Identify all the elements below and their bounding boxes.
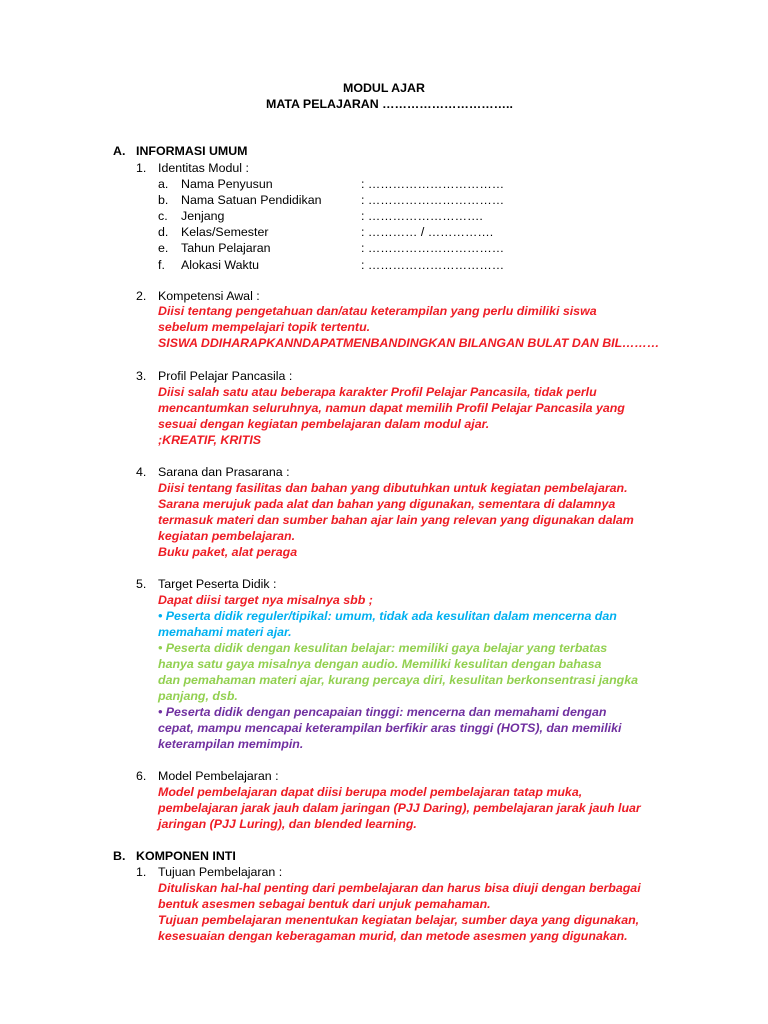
tujuan-line: Dituliskan hal-hal penting dari pembelajaran dan harus bisa diuji dengan berbagai	[158, 881, 641, 895]
row-value: : ……………………………	[361, 177, 505, 191]
model-line: Model pembelajaran dapat diisi berupa model pembelajaran tatap muka,	[158, 785, 583, 799]
item-number: 1.	[136, 161, 147, 175]
tujuan-line: bentuk asesmen sebagai bentuk dari unjuk pemahaman.	[158, 897, 491, 911]
row-value: : ……………………….	[361, 209, 483, 223]
kompetensi-label: Kompetensi Awal :	[158, 289, 260, 303]
tujuan-line: Tujuan pembelajaran menentukan kegiatan belajar, sumber daya yang digunakan,	[158, 913, 640, 927]
item-number: 1.	[136, 865, 147, 879]
target-tinggi-line: • Peserta didik dengan pencapaian tinggi: mencerna dan memahami dengan	[158, 705, 607, 719]
section-a-marker: A.	[113, 144, 126, 158]
section-b-heading: KOMPONEN INTI	[136, 849, 236, 863]
row-value: : ……………………………	[361, 193, 505, 207]
target-reguler-line: • Peserta didik reguler/tipikal: umum, tidak ada kesulitan dalam mencerna dan	[158, 609, 617, 623]
row-label: Jenjang	[181, 209, 225, 223]
row-letter: a.	[158, 177, 169, 191]
model-label: Model Pembelajaran :	[158, 769, 279, 783]
target-kesulitan-line: dan pemahaman materi ajar, kurang percaya diri, kesulitan berkonsentrasi jangka	[158, 673, 638, 687]
item-number: 6.	[136, 769, 147, 783]
profil-label: Profil Pelajar Pancasila :	[158, 369, 293, 383]
row-value: : ……………………………	[361, 258, 505, 272]
target-reguler-line: memahami materi ajar.	[158, 625, 292, 639]
profil-line: mencantumkan seluruhnya, namun dapat memilih Profil Pelajar Pancasila yang	[158, 401, 625, 415]
target-label: Target Peserta Didik :	[158, 577, 277, 591]
target-tinggi-line: keterampilan memimpin.	[158, 737, 304, 751]
target-intro: Dapat diisi target nya misalnya sbb ;	[158, 593, 373, 607]
sarana-line: Buku paket, alat peraga	[158, 545, 298, 559]
tujuan-label: Tujuan Pembelajaran :	[158, 865, 283, 879]
document-title: MODUL AJAR	[343, 81, 425, 95]
item-number: 2.	[136, 289, 147, 303]
row-letter: e.	[158, 241, 169, 255]
row-value: : ……………………………	[361, 241, 505, 255]
profil-line: ;KREATIF, KRITIS	[158, 433, 262, 447]
item-number: 4.	[136, 465, 147, 479]
target-tinggi-line: cepat, mampu mencapai keterampilan berfikir aras tinggi (HOTS), dan memiliki	[158, 721, 622, 735]
row-label: Nama Satuan Pendidikan	[181, 193, 322, 207]
row-letter: b.	[158, 193, 169, 207]
section-b-marker: B.	[113, 849, 126, 863]
sarana-line: termasuk materi dan sumber bahan ajar lain yang relevan yang digunakan dalam	[158, 513, 634, 527]
model-line: jaringan (PJJ Luring), dan blended learning.	[158, 817, 417, 831]
sarana-line: Sarana merujuk pada alat dan bahan yang digunakan, sementara di dalamnya	[158, 497, 616, 511]
subject-line: MATA PELAJARAN …………………………..	[266, 97, 513, 111]
target-kesulitan-line: • Peserta didik dengan kesulitan belajar: memiliki gaya belajar yang terbatas	[158, 641, 608, 655]
row-label: Alokasi Waktu	[181, 258, 260, 272]
target-kesulitan-line: panjang, dsb.	[158, 689, 238, 703]
target-kesulitan-line: hanya satu gaya misalnya dengan audio. Memiliki kesulitan dengan bahasa	[158, 657, 602, 671]
row-label: Nama Penyusun	[181, 177, 273, 191]
sarana-line: kegiatan pembelajaran.	[158, 529, 296, 543]
kompetensi-line: sebelum mempelajari topik tertentu.	[158, 320, 371, 334]
item-number: 3.	[136, 369, 147, 383]
kompetensi-line: Diisi tentang pengetahuan dan/atau keterampilan yang perlu dimiliki siswa	[158, 304, 597, 318]
section-a-heading: INFORMASI UMUM	[136, 144, 248, 158]
kompetensi-line: SISWA DDIHARAPKANNDAPATMENBANDINGKAN BILANGAN BULAT DAN BIL………	[158, 336, 660, 350]
profil-line: Diisi salah satu atau beberapa karakter Profil Pelajar Pancasila, tidak perlu	[158, 385, 597, 399]
sarana-line: Diisi tentang fasilitas dan bahan yang dibutuhkan untuk kegiatan pembelajaran.	[158, 481, 628, 495]
tujuan-line: kesesuaian dengan keberagaman murid, dan metode asesmen yang digunakan.	[158, 929, 628, 943]
row-letter: f.	[158, 258, 165, 272]
item-number: 5.	[136, 577, 147, 591]
model-line: pembelajaran jarak jauh dalam jaringan (PJJ Daring), pembelajaran jarak jauh luar	[158, 801, 641, 815]
row-value: : ………… / …………….	[361, 225, 494, 239]
row-label: Tahun Pelajaran	[181, 241, 271, 255]
row-label: Kelas/Semester	[181, 225, 269, 239]
row-letter: c.	[158, 209, 168, 223]
identitas-label: Identitas Modul :	[158, 161, 249, 175]
sarana-label: Sarana dan Prasarana :	[158, 465, 290, 479]
profil-line: sesuai dengan kegiatan pembelajaran dalam modul ajar.	[158, 417, 490, 431]
row-letter: d.	[158, 225, 169, 239]
